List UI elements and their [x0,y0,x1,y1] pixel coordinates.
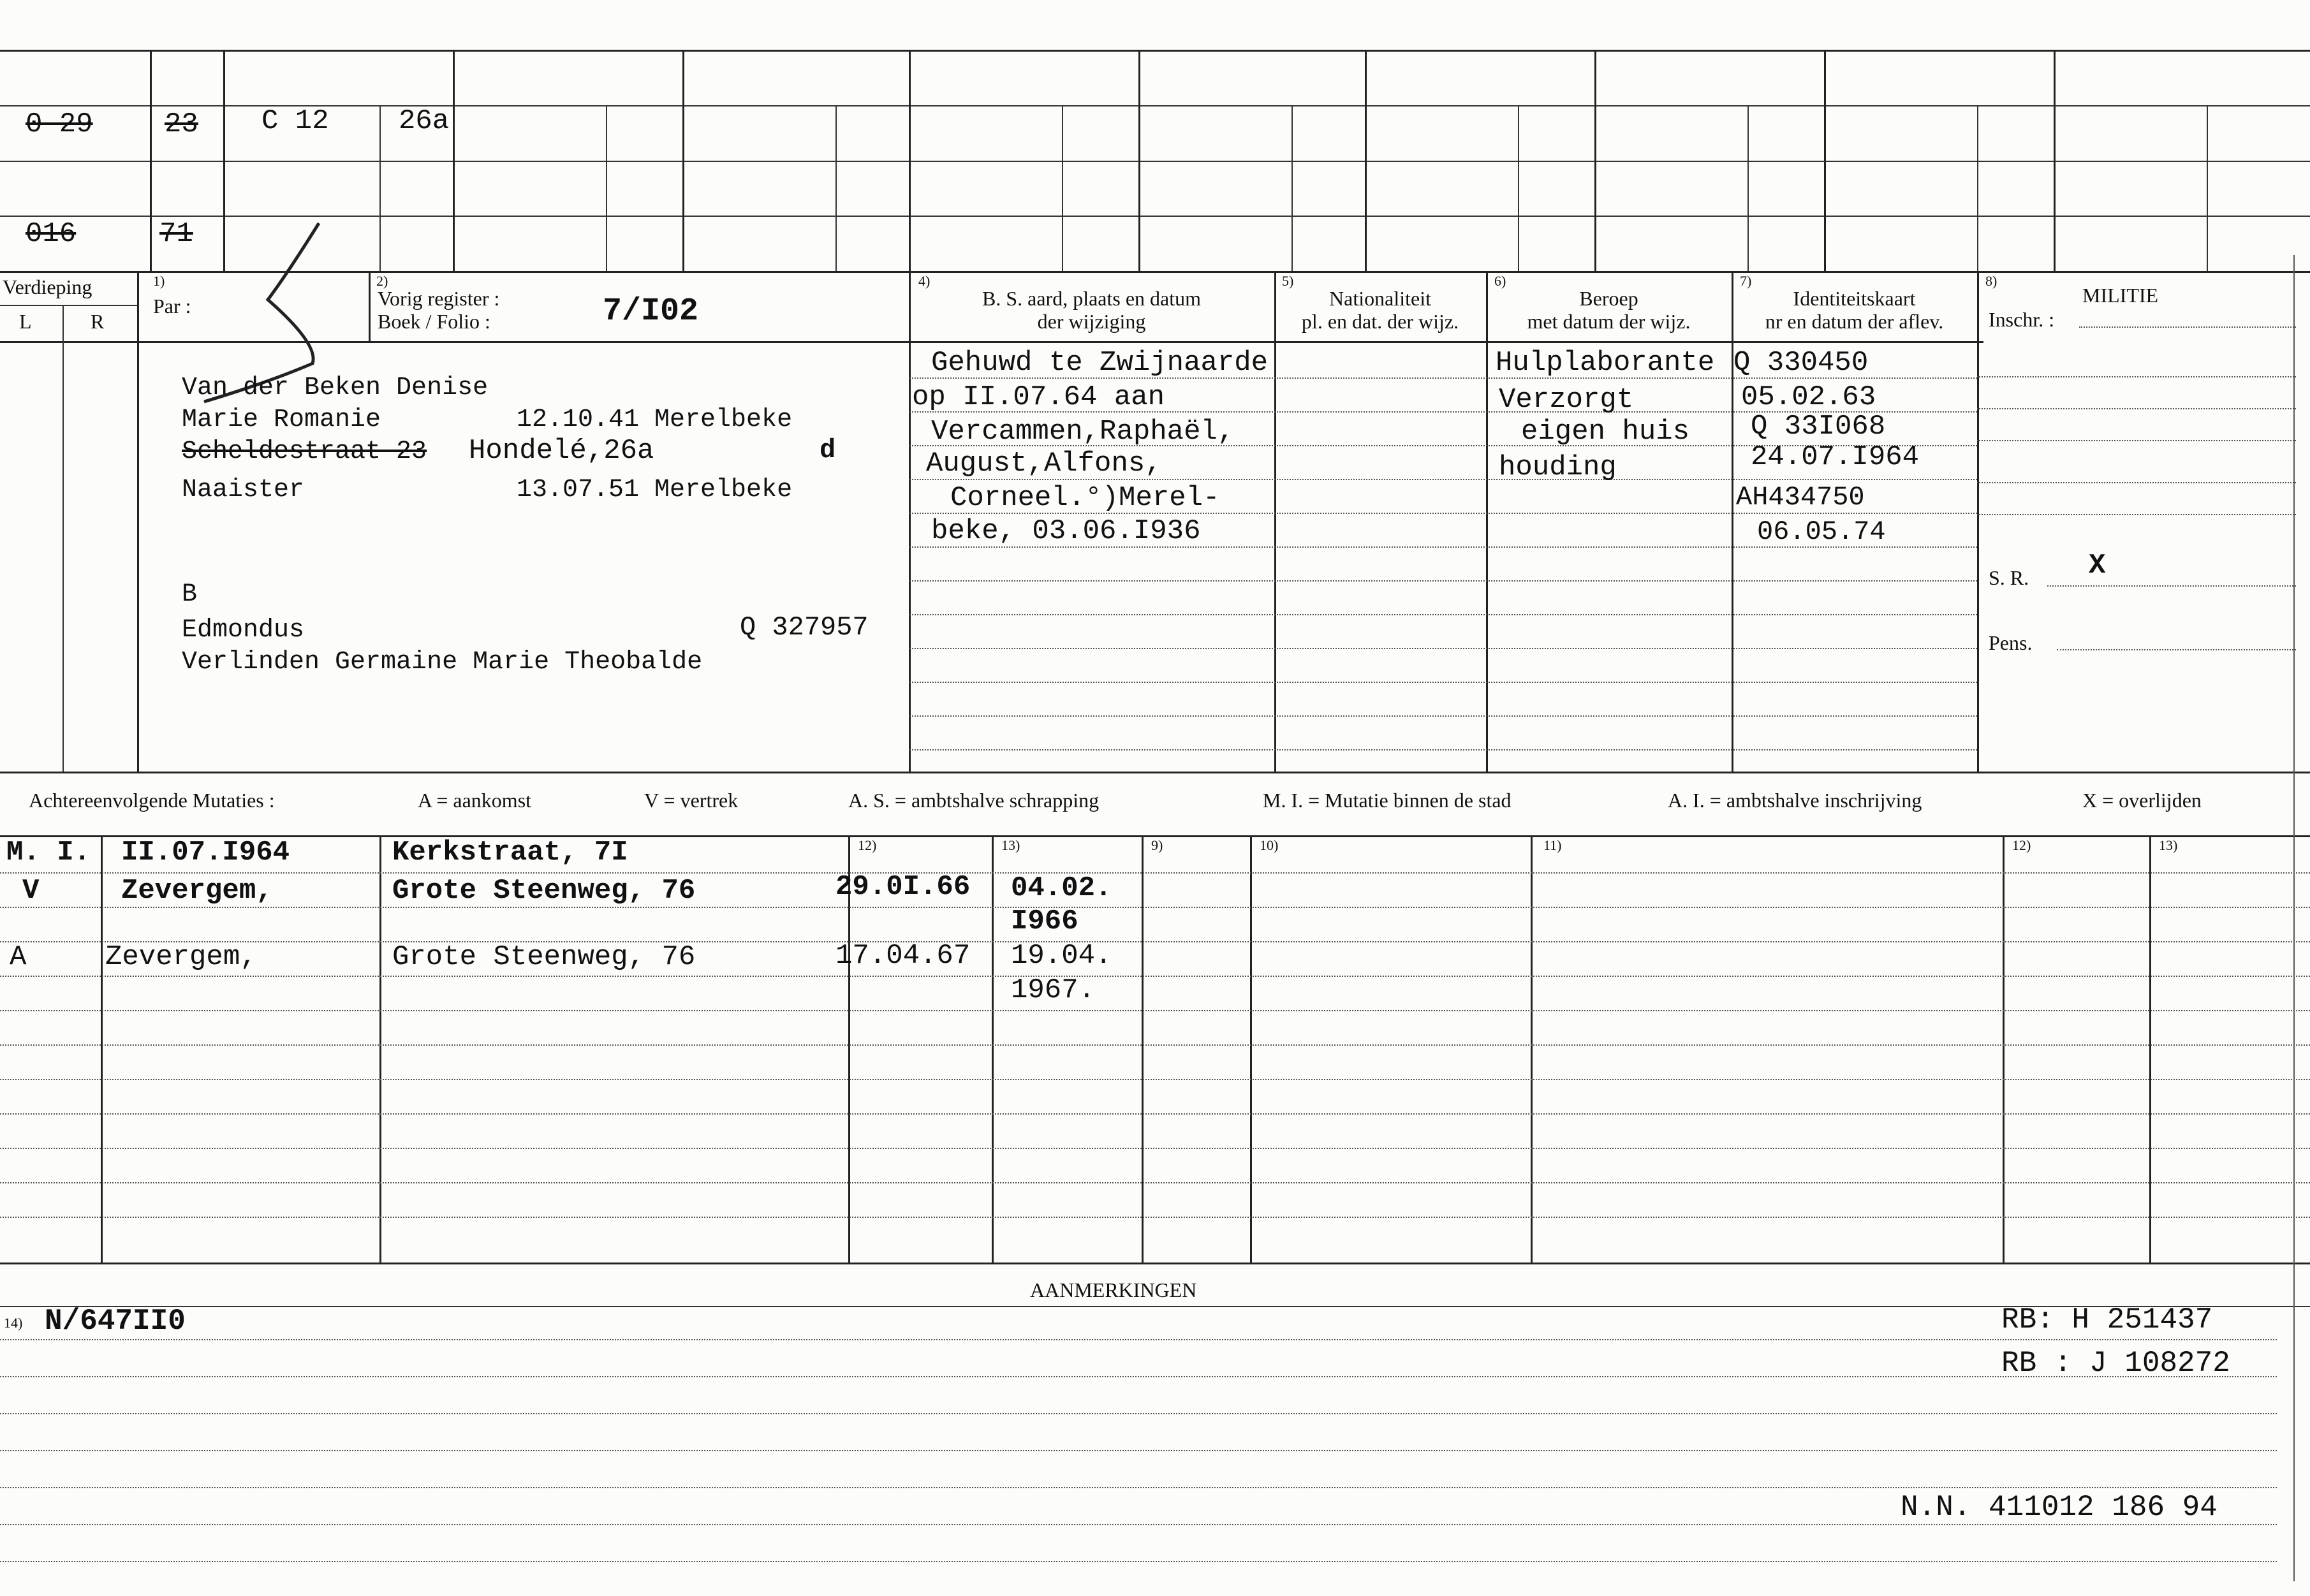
col-line [2003,835,2005,1263]
right-edge-line [2293,255,2295,1581]
col-line [606,105,607,271]
col-line [2149,835,2151,1263]
col-line [137,271,139,772]
top-border-line [0,50,2310,52]
col7-line-6: 06.05.74 [1757,516,1886,547]
remarks-header-line [0,1306,2310,1307]
row-line [0,105,2310,106]
mutation-5-d13: 1967. [1011,974,1096,1006]
ruled-line [0,1339,2277,1340]
mut-h13: 13) [1001,837,1020,853]
verdieping-label: Verdieping [3,275,92,298]
remarks-top-line [0,1263,2310,1264]
mut-h12: 12) [858,837,877,853]
ruled-line [0,1113,2310,1115]
col4-line-4: August,Alfons, [926,448,1162,480]
mut-h9: 9) [1151,837,1163,853]
col-line [1531,835,1533,1263]
n5-label: 5) [1282,273,1294,289]
person-mother: Verlinden Germaine Marie Theobalde [182,648,703,677]
col4-line-5: Corneel.°)Merel- [950,482,1220,514]
legend-ai: A. I. = ambtshalve inschrijving [1668,789,1922,812]
mutation-4-d12: 17.04.67 [835,940,971,972]
col-line [101,835,103,1263]
n1-label: 1) [153,273,165,289]
col-line [453,50,455,271]
col7-line-2: 05.02.63 [1741,381,1876,413]
remarks-rb1: RB: H 251437 [2001,1303,2213,1336]
ruled-line [0,907,2310,908]
id-header-line2: nr en datum der aflev. [1765,310,1944,333]
beroep-header-line2: met datum der wijz. [1527,310,1691,333]
n4-label: 4) [918,273,931,289]
ruled-line [909,682,1977,683]
top-row1-b: 23 [165,108,198,140]
top-row1-d: 26a [399,105,450,137]
person-father-id: Q 327957 [740,612,869,643]
col4-line-1: Gehuwd te Zwijnaarde [931,347,1269,379]
militie-label: MILITIE [2082,284,2159,307]
ruled-line [0,1182,2310,1183]
par-label: Par : [153,295,191,318]
col4-line-6: beke, 03.06.I936 [931,515,1201,547]
person-occupation: Naaister [182,476,305,504]
col-line [1977,271,1979,772]
mutation-1-type: M. I. [6,837,91,868]
col-line [1732,271,1733,772]
top-row1-a: 0-29 [26,108,93,140]
top-row2-a: 016 [26,218,77,250]
col-line [1594,50,1596,271]
legend-a: A = aankomst [418,789,532,812]
ruled-line [0,941,2310,942]
n8-label: 8) [1985,273,1997,289]
person-b-mark: B [182,580,198,609]
col-line [1138,50,1140,271]
remarks-ref: N/647II0 [45,1305,186,1338]
legend-as: A. S. = ambtshalve schrapping [848,789,1100,812]
ruled-line [0,976,2310,977]
nationality-header-line1: Nationaliteit [1329,287,1431,310]
person-old-address: Scheldestraat 23 [182,437,427,466]
militie-ruled-line [1977,376,2296,377]
mutation-4-place: Zevergem, [105,941,257,973]
col-line [909,271,911,772]
person-occupation-date: 13.07.51 Merelbeke [517,476,793,504]
col7-line-5: AH434750 [1736,482,1865,513]
ruled-line [909,648,1977,649]
col4-line-2: op II.07.64 aan [912,381,1165,413]
bs-header-line1: B. S. aard, plaats en datum [982,287,1202,310]
boek-folio-label: Boek / Folio : [378,310,490,333]
mutations-title: Achtereenvolgende Mutaties : [29,789,275,812]
legend-v: V = vertrek [644,789,739,812]
col-line [1824,50,1826,271]
person-birth: 12.10.41 Merelbeke [517,406,793,434]
col-line [909,50,911,271]
col-line [1486,271,1488,772]
row-line [0,161,2310,162]
col-line [1747,105,1749,271]
top-row2-b: 71 [159,218,193,250]
militie-ruled-line [1977,440,2296,441]
col-line [992,835,994,1263]
col-line [379,835,381,1263]
ruled-line [0,1148,2310,1149]
col6-line-1: Hulplaborante [1496,347,1715,379]
mutation-2-type: V [22,875,40,907]
militie-ruled-line [1977,408,2296,409]
person-father: Edmondus [182,616,305,645]
person-address: Hondelé,26a [469,435,654,467]
pens-dotted-line [2057,649,2296,650]
l-label: L [19,310,32,333]
beroep-header-line1: Beroep [1579,287,1638,310]
bs-header-line2: der wijziging [1037,310,1146,333]
mut-h12b: 12) [2012,837,2031,853]
mut-h11: 11) [1543,837,1562,853]
col-line [1062,105,1063,271]
col7-line-4: 24.07.I964 [1751,441,1920,473]
ruled-line [0,1217,2310,1218]
col-line [1977,105,1978,271]
mutation-1-street: Kerkstraat, 7I [392,837,628,868]
ruled-line [0,1450,2277,1451]
ruled-line [909,614,1977,615]
pens-label: Pens. [1989,631,2033,654]
n7-label: 7) [1740,273,1752,289]
militie-ruled-line [1977,514,2296,515]
mut-h13b: 13) [2159,837,2178,853]
col-line [369,271,371,341]
col-line [379,105,381,271]
person-sex-mark: d [820,435,836,465]
inschr-label: Inschr. : [1989,308,2055,331]
col6-line-3: eigen huis [1521,416,1690,448]
col-line [150,50,152,271]
sr-label: S. R. [1989,566,2029,589]
n2-label: 2) [376,273,388,289]
ruled-line [0,872,2310,874]
remarks-rb2: RB : J 108272 [2001,1347,2230,1380]
col-line [1365,50,1367,271]
person-name: Van der Beken Denise [182,374,489,402]
col-line [1142,835,1144,1263]
col-line [682,50,684,271]
ruled-line [909,580,1977,582]
ruled-line [0,1524,2277,1525]
mutation-4-d13: 19.04. [1011,940,1112,972]
mutation-3-d13: I966 [1011,905,1078,937]
legend-mi: M. I. = Mutatie binnen de stad [1263,789,1512,812]
mut-h10: 10) [1260,837,1279,853]
col-line [63,305,64,772]
top-row1-c: C 12 [261,105,329,137]
n14-label: 14) [4,1315,23,1331]
col-line [2054,50,2056,271]
mutations-top-line [0,772,2310,773]
inschr-dotted-line [2079,326,2296,328]
remarks-nn: N.N. 411012 186 94 [1901,1491,2218,1524]
col-line [2207,105,2208,271]
sr-dotted-line [2047,585,2296,587]
militie-ruled-line [1977,482,2296,483]
col6-line-2: Verzorgt [1499,384,1634,416]
ruled-line [909,749,1977,750]
ruled-line [0,1561,2277,1562]
ruled-line [0,1487,2277,1488]
ruled-line [0,1413,2277,1414]
col-line [1274,271,1276,772]
nationality-header-line2: pl. en dat. der wijz. [1301,310,1459,333]
mutation-2-d13: 04.02. [1011,872,1112,904]
n6-label: 6) [1494,273,1506,289]
mutation-2-place: Zevergem, [121,875,273,907]
ruled-line [0,1376,2277,1377]
col7-line-3: Q 33I068 [1751,411,1886,443]
col-line [1518,105,1519,271]
mutation-2-street: Grote Steenweg, 76 [392,875,696,907]
legend-x: X = overlijden [2082,789,2202,812]
vorig-register-label: Vorig register : [378,287,500,310]
col6-line-4: houding [1499,451,1617,483]
mutation-1-place: II.07.I964 [121,837,290,868]
ruled-line [909,715,1977,717]
ruled-line [0,1079,2310,1080]
mutation-4-type: A [10,941,27,973]
ruled-line [0,1010,2310,1011]
col-line [835,105,837,271]
col-line [1291,105,1293,271]
verdieping-split-line [0,305,137,306]
id-header-line1: Identiteitskaart [1793,287,1916,310]
sr-mark: X [2089,550,2106,582]
col7-line-1: Q 330450 [1733,347,1869,379]
mutation-4-street: Grote Steenweg, 76 [392,941,696,973]
person-given-names: Marie Romanie [182,406,381,434]
boek-folio-value: 7/I02 [603,293,699,330]
remarks-title: AANMERKINGEN [1030,1278,1197,1301]
mutation-2-d12: 29.0I.66 [835,871,971,903]
ruled-line [0,1044,2310,1046]
r-label: R [91,310,105,333]
col-line [1250,835,1252,1263]
col4-line-3: Vercammen,Raphaël, [931,416,1235,448]
